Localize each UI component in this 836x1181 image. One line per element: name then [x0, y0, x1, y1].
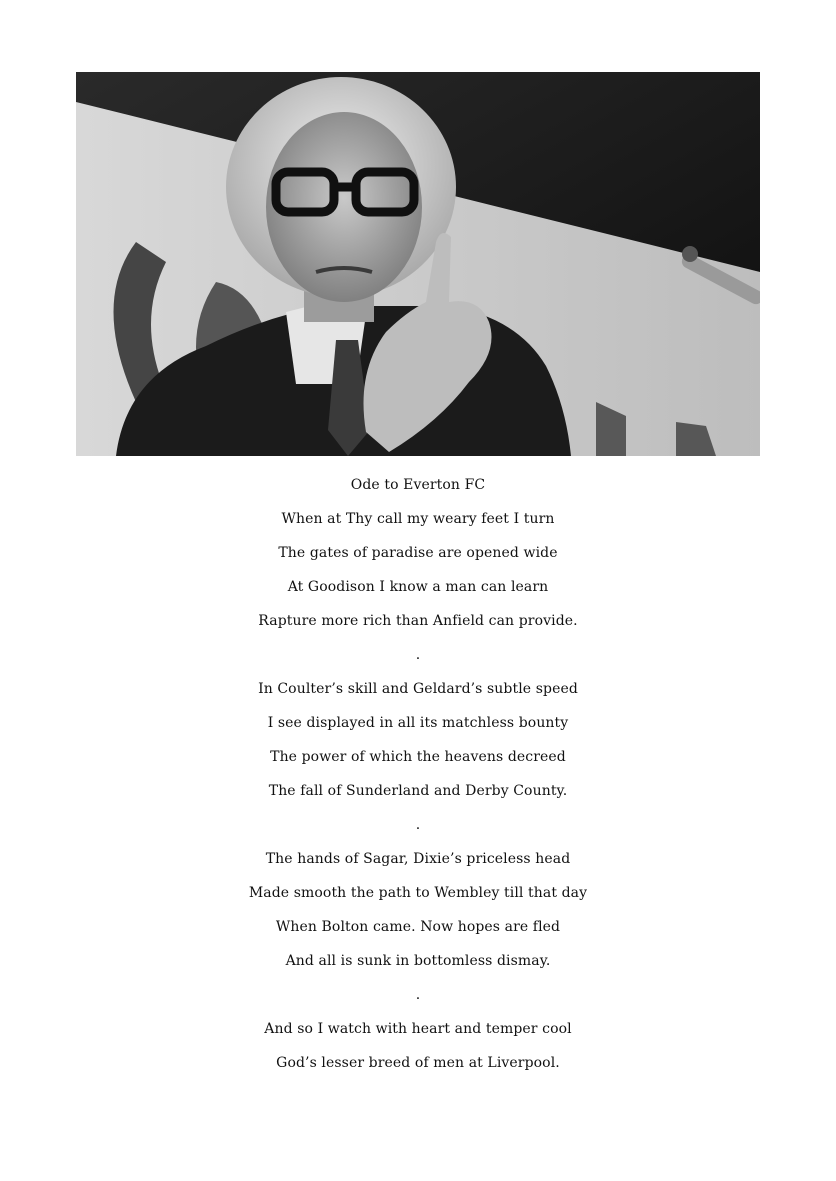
portrait-photo [76, 72, 760, 456]
poem-line: Rapture more rich than Anfield can provide. [258, 613, 578, 629]
poem-line: God’s lesser breed of men at Liverpool. [276, 1055, 560, 1071]
poem-line: The hands of Sagar, Dixie’s priceless head [265, 851, 571, 867]
stanza-separator: . [415, 987, 421, 1003]
poem-line: And so I watch with heart and temper cool [264, 1021, 572, 1037]
poem-line: I see displayed in all its matchless bounty [267, 715, 569, 731]
poem-line: At Goodison I know a man can learn [287, 579, 549, 595]
poem [0, 474, 836, 1086]
poem-line: When at Thy call my weary feet I turn [281, 511, 555, 527]
poem-line: The gates of paradise are opened wide [278, 545, 558, 561]
poem-title: Ode to Everton FC [350, 477, 486, 493]
stanza-separator: . [415, 817, 421, 833]
poem-line: Made smooth the path to Wembley till that day [248, 885, 588, 901]
poem-line: And all is sunk in bottomless dismay. [285, 953, 551, 969]
stanza-separator: . [415, 647, 421, 663]
poem-line: The fall of Sunderland and Derby County. [268, 783, 568, 799]
poem-line: The power of which the heavens decreed [270, 749, 566, 765]
portrait-photo-icon [76, 72, 760, 456]
poem-line: When Bolton came. Now hopes are fled [275, 919, 561, 935]
poem-line: In Coulter’s skill and Geldard’s subtle speed [258, 681, 578, 697]
